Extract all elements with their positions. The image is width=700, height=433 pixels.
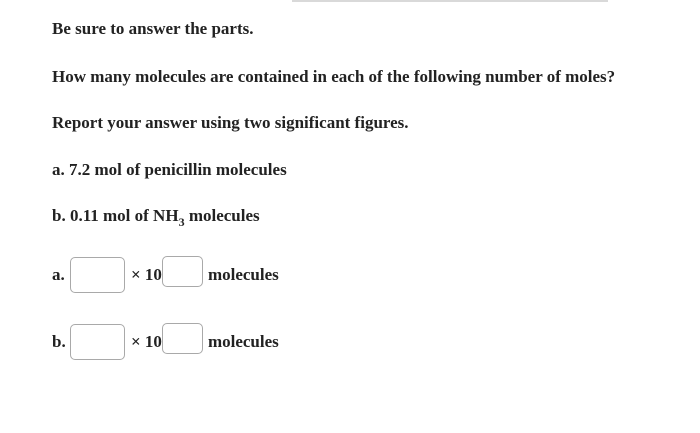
answer-row-b xyxy=(52,324,279,360)
part-b-prompt xyxy=(52,206,260,227)
answer-label-b: b. xyxy=(52,332,66,351)
mantissa-input-b[interactable] xyxy=(70,324,125,360)
top-divider xyxy=(292,0,608,2)
instruction-text: Be sure to answer the parts. xyxy=(52,19,254,38)
exponent-input-b[interactable] xyxy=(162,323,203,354)
unit-label-b: molecules xyxy=(207,332,279,351)
part-b-suffix: molecules xyxy=(184,206,260,225)
mantissa-input-a[interactable] xyxy=(70,257,125,293)
part-b-subscript: 3 xyxy=(178,215,185,229)
sigfig-instruction: Report your answer using two significant figures. xyxy=(52,113,409,132)
question-text: How many molecules are contained in each of the following number of moles? xyxy=(52,67,616,86)
times-ten-b: × 10 xyxy=(131,332,162,351)
unit-label-a: molecules xyxy=(207,265,279,284)
exponent-input-a[interactable] xyxy=(162,256,203,287)
part-a-prompt: a. 7.2 mol of penicillin molecules xyxy=(52,160,287,179)
times-ten-a: × 10 xyxy=(131,265,162,284)
answer-label-a: a. xyxy=(52,265,65,284)
part-b-prefix: b. 0.11 mol of NH xyxy=(52,206,179,225)
answer-row-a xyxy=(52,257,279,293)
